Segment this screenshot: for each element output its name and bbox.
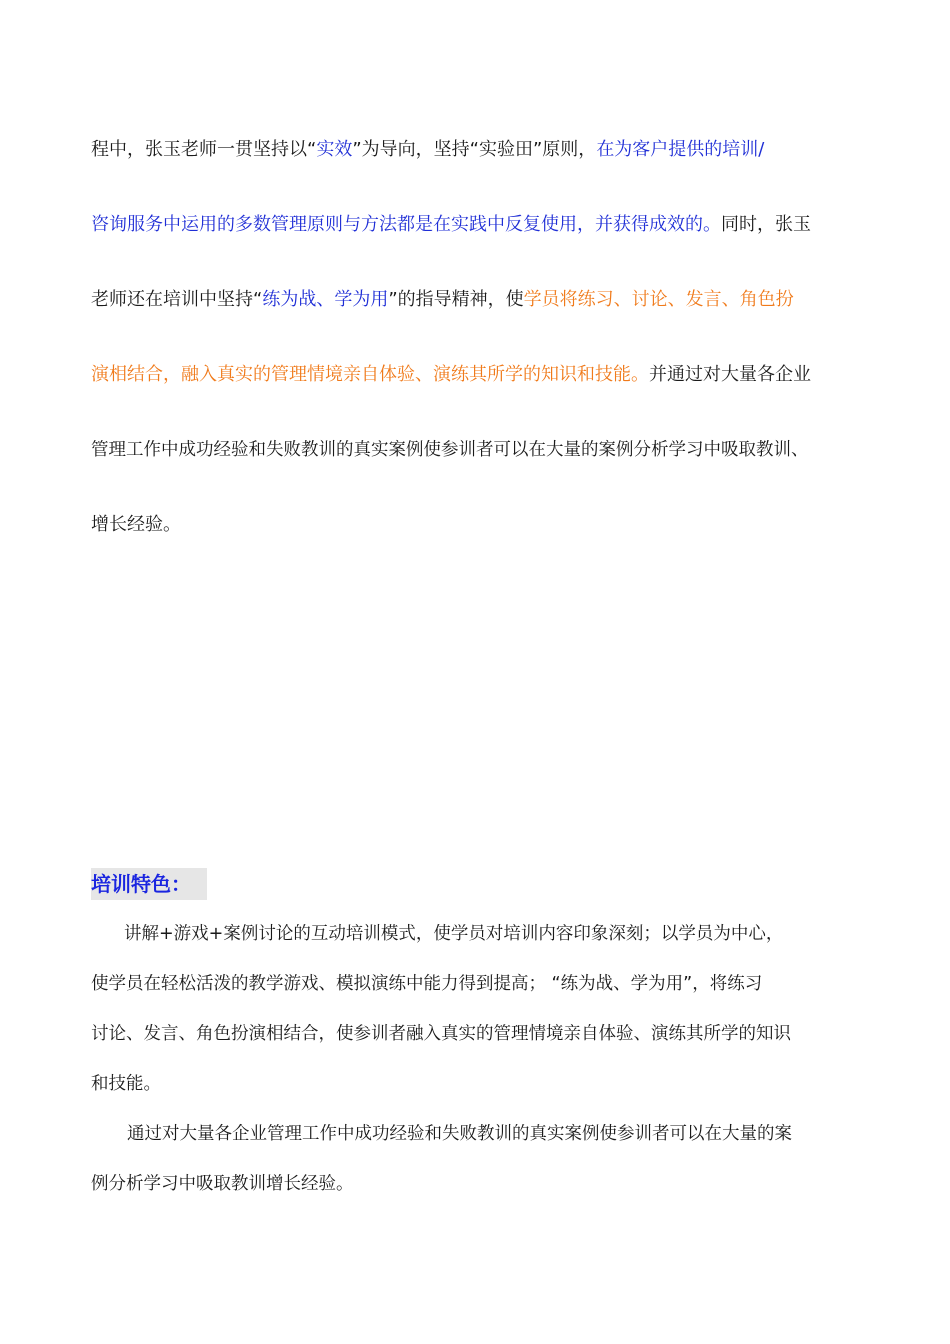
body-line-4: 和技能。 bbox=[91, 1074, 161, 1094]
paragraph-line-1 bbox=[91, 137, 764, 163]
paragraph-line-2 bbox=[91, 212, 811, 238]
body-line-2: 使学员在轻松活泼的教学游戏、模拟演练中能力得到提高； “练为战、学为用”，将练习 bbox=[91, 974, 763, 994]
text-segment: 增长经验。 bbox=[91, 514, 181, 535]
paragraph-line-3 bbox=[91, 287, 794, 313]
text-segment: ”为导向，坚持“实验田”原则， bbox=[352, 139, 597, 160]
highlight-orange: 学员将练习、讨论、发言、角色扮 bbox=[523, 289, 794, 310]
body-line-5: 通过对大量各企业管理工作中成功经验和失败教训的真实案例使参训者可以在大量的案 bbox=[127, 1124, 792, 1144]
body-line-3: 讨论、发言、角色扮演相结合，使参训者融入真实的管理情境亲自体验、演练其所学的知识 bbox=[91, 1024, 791, 1044]
text-segment: 管理工作中成功经验和失败教训的真实案例使参训者可以在大量的案例分析学习中吸取教训、 bbox=[91, 440, 809, 460]
body-line-1: 讲解+游戏+案例讨论的互动培训模式，使学员对培训内容印象深刻；以学员为中心， bbox=[124, 924, 784, 944]
section-heading: 培训特色： bbox=[91, 868, 207, 900]
text-segment: 程中，张玉老师一贯坚持以“ bbox=[91, 139, 317, 160]
highlight-blue: 在为客户提供的培训/ bbox=[596, 139, 765, 160]
text-segment: 并通过对大量各企业 bbox=[649, 364, 811, 385]
highlight-blue: 实效 bbox=[316, 139, 353, 160]
text-segment: 老师还在培训中坚持“ bbox=[91, 289, 263, 310]
body-line-6: 例分析学习中吸取教训增长经验。 bbox=[91, 1174, 354, 1194]
highlight-blue: 咨询服务中运用的多数管理原则与方法都是在实践中反复使用，并获得成效的。 bbox=[91, 214, 721, 235]
highlight-orange: 演相结合，融入真实的管理情境亲自体验、演练其所学的知识和技能。 bbox=[91, 364, 649, 385]
paragraph-line-6 bbox=[91, 512, 181, 538]
text-segment: ”的指导精神，使 bbox=[388, 289, 524, 310]
paragraph-line-5 bbox=[91, 437, 809, 463]
paragraph-line-4 bbox=[91, 362, 811, 388]
highlight-blue: 练为战、学为用 bbox=[262, 289, 389, 310]
text-segment: 同时，张玉 bbox=[721, 214, 811, 235]
